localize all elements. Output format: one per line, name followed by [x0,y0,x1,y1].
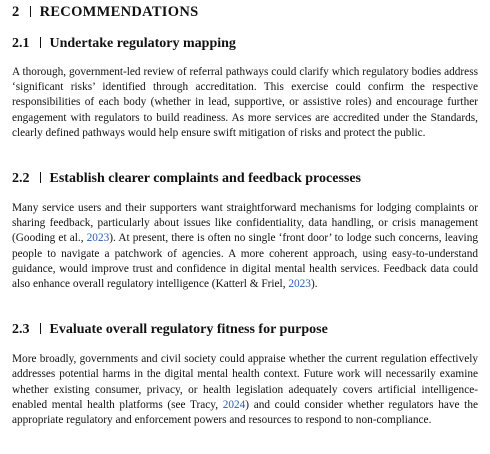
subsection-heading [12,35,478,53]
subsection-number: 2.1 [12,36,30,51]
heading-separator [40,37,41,48]
citation-link[interactable]: 2024 [222,398,246,411]
citation-link[interactable]: 2023 [288,278,311,291]
subsection-heading [12,321,478,339]
section-number: 2 [12,4,20,20]
subsection-2-1 [12,35,478,141]
heading-separator [40,172,41,183]
subsection-number: 2.3 [12,322,30,338]
document-page [12,3,478,428]
subsection-title: Undertake regulatory mapping [49,36,236,51]
subsection-title: Evaluate overall regulatory fitness for purpose [49,322,328,338]
subsection-2-3 [12,321,478,428]
citation-link[interactable]: 2023 [86,232,110,245]
subsection-title: Establish clearer complaints and feedback processes [49,171,362,187]
paragraph-text: ). At present, there is often no single ‘front door’ to lodge such concerns, leaving people to navigate a patchwork of agencies. A more coherent approach, using easy-to-understand guidance, would improve trust and confidence in digital mental health services. Feedback data could also enhance overall regulatory intelligence (Katterl & Friel, [12,232,478,291]
paragraph: A thorough, government-led review of referral pathways could clarify which regulatory bodies address ‘significant risks’ identified through accreditation. This exercise could confirm the respective responsibilities of each body (whether in lead, supportive, or assistive roles) and encourage further engagement with regulators to build readiness. As more services are accredited under the Standards, clearly defined pathways would help ensure swift mitigation of risks and protect the public. [12,66,478,139]
subsection-number: 2.2 [12,171,30,187]
paragraph-text: Many service users and their supporters want straightforward mechanisms for lodging complaints or sharing feedback, particularly about issues like confidentiality, data handling, or crisis management (Gooding et al., [12,202,478,245]
paragraph-text: ). [310,278,318,291]
heading-separator [30,6,31,17]
paragraph [12,201,478,292]
paragraph-text: More broadly, governments and civil society could appraise whether the current regulation effectively addresses potential harms in the digital mental health context. Future work will necessarily examine whether existing consumer, privacy, or health legislation adequately covers artificial intelligence-enabled mental health platforms (see Tracy, [12,353,478,411]
paragraph-text: ) and could consider whether regulators have the appropriate regulatory and enforcement powers and resources to respond to non-compliance. [12,398,478,427]
heading-separator [40,323,41,334]
subsection-heading [12,170,478,188]
subsection-2-2 [12,170,478,292]
section-heading [12,3,478,21]
section-title: RECOMMENDATIONS [39,4,199,20]
paragraph [12,352,478,428]
